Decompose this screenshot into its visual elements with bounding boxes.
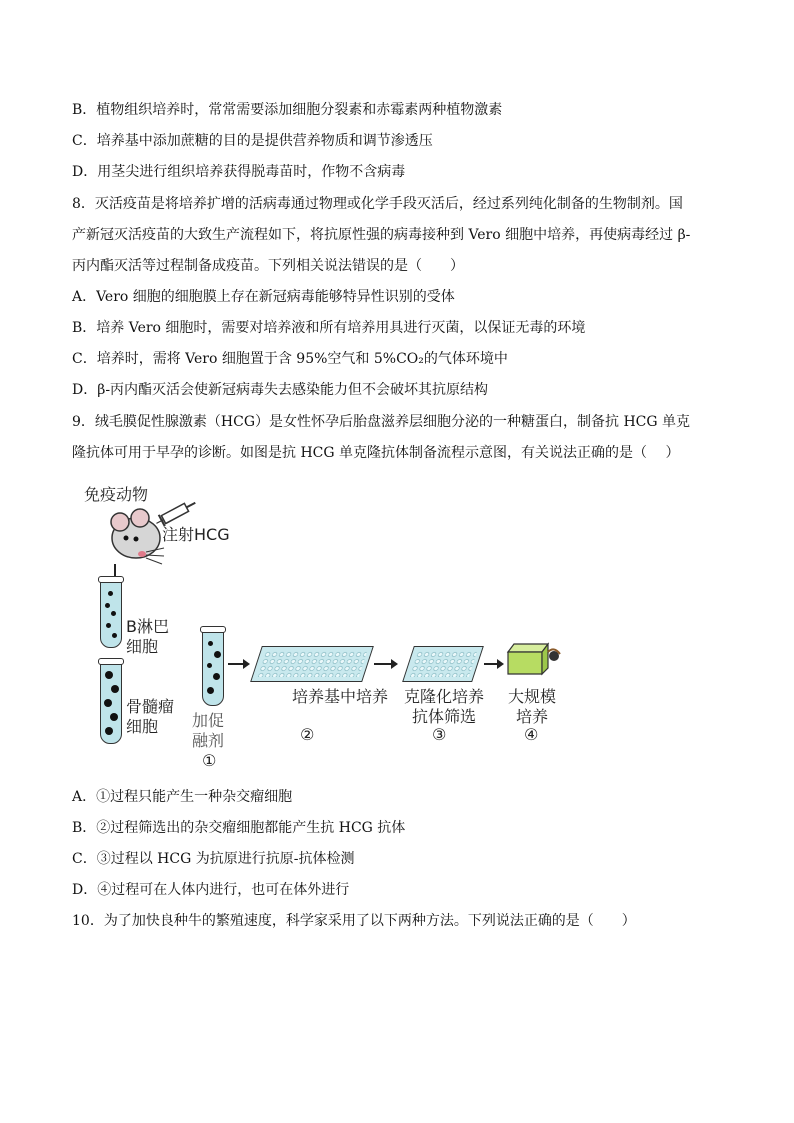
myeloma-label-2: 细胞 [126, 717, 159, 736]
b-cell-label-1: B淋巴 [126, 617, 169, 636]
option-9c: C．③过程以 HCG 为抗原进行抗原-抗体检测 [72, 851, 355, 867]
clone-plate [402, 646, 484, 682]
fusion-tube [202, 630, 224, 706]
option-9d: D．④过程可在人体内进行，也可在体外进行 [72, 882, 350, 898]
culture-bag-icon [504, 640, 564, 680]
question-10-stem: 10．为了加快良种牛的繁殖速度，科学家采用了以下两种方法。下列说法正确的是（ ） [72, 913, 636, 929]
fusion-agent-label-1: 加促 [192, 711, 225, 730]
fusion-agent-label-2: 融剂 [192, 731, 225, 750]
clone-label-2: 抗体筛选 [412, 707, 477, 726]
arrow-right-3 [484, 663, 502, 665]
inject-hcg-label: 注射HCG [162, 525, 230, 544]
b-lymphocyte-tube [100, 580, 122, 648]
option-8d: D．β-丙内酯灭活会使新冠病毒失去感染能力但不会破坏其抗原结构 [72, 382, 489, 398]
arrow-right-2 [374, 663, 396, 665]
option-8b: B．培养 Vero 细胞时，需要对培养液和所有培养用具进行灭菌，以保证无毒的环境 [72, 320, 586, 336]
option-8c: C．培养时，需将 Vero 细胞置于含 95%空气和 5%CO₂的气体环境中 [72, 351, 508, 367]
culture-label: 培养基中培养 [292, 687, 389, 706]
step-2-label: ② [300, 725, 315, 744]
option-8a: A．Vero 细胞的细胞膜上存在新冠病毒能够特异性识别的受体 [72, 289, 455, 305]
scale-up-label-2: 培养 [516, 707, 549, 726]
step-3-label: ③ [432, 725, 447, 744]
question-9-stem-2: 隆抗体可用于早孕的诊断。如图是抗 HCG 单克隆抗体制备流程示意图，有关说法正确的是（ ） [72, 445, 680, 461]
option-9a: A．①过程只能产生一种杂交瘤细胞 [72, 789, 293, 805]
myeloma-tube [100, 662, 122, 744]
option-7c: C．培养基中添加蔗糖的目的是提供营养物质和调节渗透压 [72, 133, 433, 149]
option-7d: D．用茎尖进行组织培养获得脱毒苗时，作物不含病毒 [72, 164, 406, 180]
question-8-stem-3: 丙内酯灭活等过程制备成疫苗。下列相关说法错误的是（ ） [72, 258, 464, 274]
culture-plate [250, 646, 374, 682]
question-8-stem-1: 8．灭活疫苗是将培养扩增的活病毒通过物理或化学手段灭活后，经过系列纯化制备的生物制剂。国 [72, 196, 683, 212]
b-cell-label-2: 细胞 [126, 637, 159, 656]
option-7b: B．植物组织培养时，常常需要添加细胞分裂素和赤霉素两种植物激素 [72, 102, 503, 118]
immune-animal-label: 免疫动物 [84, 485, 149, 504]
myeloma-label-1: 骨髓瘤 [126, 697, 175, 716]
arrow-right-1 [228, 663, 248, 665]
step-1-label: ① [202, 751, 217, 770]
clone-label-1: 克隆化培养 [404, 687, 485, 706]
step-4-label: ④ [524, 725, 539, 744]
option-9b: B．②过程筛选出的杂交瘤细胞都能产生抗 HCG 抗体 [72, 820, 406, 836]
syringe-icon [152, 498, 202, 528]
question-9-stem-1: 9．绒毛膜促性腺激素（HCG）是女性怀孕后胎盘滋养层细胞分泌的一种糖蛋白，制备抗 HCG 单克 [72, 414, 691, 430]
monoclonal-antibody-figure [70, 480, 570, 770]
question-8-stem-2: 产新冠灭活疫苗的大致生产流程如下，将抗原性强的病毒接种到 Vero 细胞中培养，再使病毒经过 β- [72, 227, 691, 243]
scale-up-label-1: 大规模 [508, 687, 557, 706]
